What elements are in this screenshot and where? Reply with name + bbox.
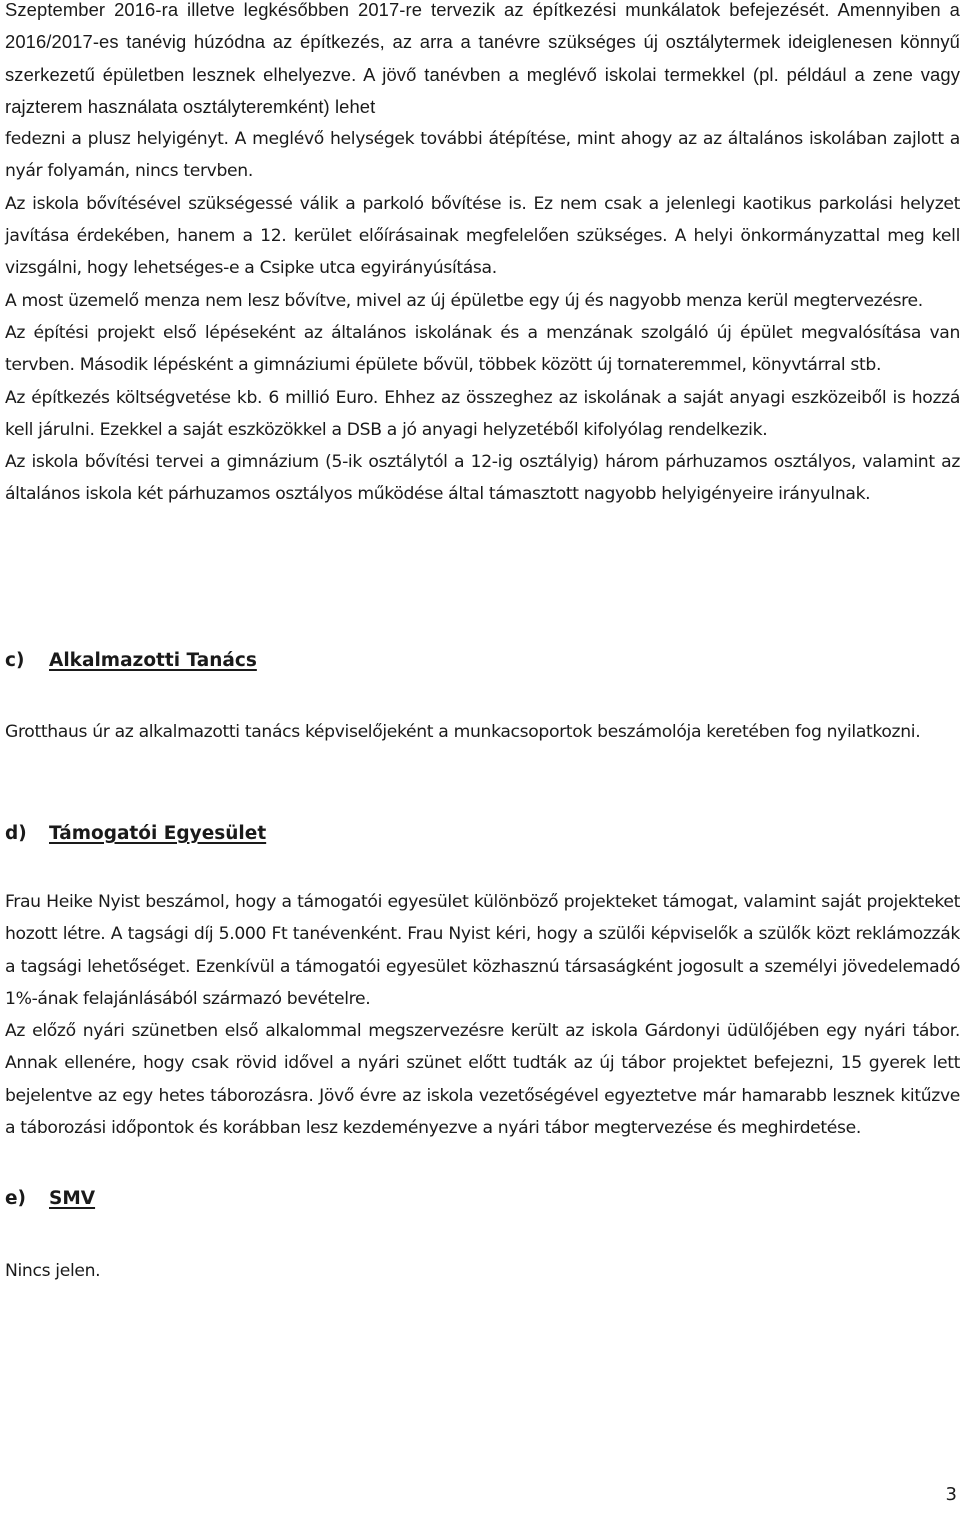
construction-section <box>5 0 960 511</box>
paragraph-construction-timeline: Szeptember 2016-ra illetve legkésőbben 2017-re tervezik az építkezési munkálatok befejezését. Amennyiben a 2016/2017-es tanévig húzódna az építkezés, az arra a tanévre szükséges új osztálytermek ideiglenesen könnyű szerkezetű épületben lesznek elhelyezve. A jövő tanévben a meglévő iskolai termekkel (pl. például a zene vagy rajzterem használata osztályteremként) lehet <box>5 0 960 117</box>
section-title: Alkalmazotti Tanács <box>49 650 257 671</box>
section-title: SMV <box>49 1188 96 1209</box>
paragraph-canteen: A most üzemelő menza nem lesz bővítve, mivel az új épületbe egy új és nagyobb menza kerül megtervezésre. <box>5 290 923 311</box>
section-heading-smv <box>5 1188 95 1209</box>
paragraph-summer-camp: Az előző nyári szünetben első alkalommal megszervezésre került az iskola Gárdonyi üdülőjében egy nyári tábor. Annak ellenére, hogy csak rövid idővel a nyári szünet előtt tudták az új tábor projektet befejezni, 15 gyerek lett bejelentve az egy hetes táborozásra. Jövő évre az iskola vezetőségével egyeztetve már hamarabb lesznek kitűzve a táborozási időpontok és korábban lesz kezdeményezve a nyári tábor megtervezése és meghirdetése. <box>5 1021 960 1139</box>
paragraph-space-needs: fedezni a plusz helyigényt. A meglévő helységek további átépítése, mint ahogy az az általános iskolában zajlott a nyár folyamán, nincs tervben. <box>5 129 960 182</box>
paragraph-smv: Nincs jelen. <box>5 1261 101 1281</box>
paragraph-parking: Az iskola bővítésével szükségessé válik a parkoló bővítése is. Ez nem csak a jelenlegi kaotikus parkolási helyzet javítása érdekében, hanem a 12. kerület előírásainak megfelelően szükséges. A helyi önkormányzattal meg kell vizsgálni, hogy lehetséges-e a Csipke utca egyirányúsítása. <box>5 193 960 279</box>
section-heading-support-association <box>5 823 266 844</box>
paragraph-budget: Az építkezés költségvetése kb. 6 millió Euro. Ehhez az összeghez az iskolának a saját anyagi eszközeiből is hozzá kell járulni. Ezekkel a saját eszközökkel a DSB a jó anyagi helyzetéből kifolyólag rendelkezik. <box>5 387 960 440</box>
section-heading-staff-council <box>5 650 257 671</box>
paragraph-project-steps: Az építési projekt első lépéseként az általános iskolának és a menzának szolgáló új épület megvalósítása van tervben. Második lépésként a gimnáziumi épülete bővül, többek között új tornateremmel, könyvtárral stb. <box>5 322 960 376</box>
section-label: d) <box>5 823 27 844</box>
paragraph-expansion-plans: Az iskola bővítési tervei a gimnázium (5-ik osztálytól a 12-ig osztályig) három párhuzamos osztályos, valamint az általános iskola két párhuzamos osztályos működése által támasztott nagyobb helyigényeire irányulnak. <box>5 452 960 505</box>
paragraph-support-association: Frau Heike Nyist beszámol, hogy a támogatói egyesület különböző projekteket támogat, valamint saját projekteket hozott létre. A tagsági díj 5.000 Ft tanévenként. Frau Nyist kéri, hogy a szülői képviselők a szülők közt reklámozzák a tagsági lehetőséget. Ezenkívül a támogatói egyesület közhasznú társaságként jogosult a személyi jövedelemadó 1%-ának felajánlásából származó bevételre. <box>5 892 960 1009</box>
section-label: c) <box>5 650 25 671</box>
smv-section <box>5 1255 960 1287</box>
support-association-section <box>5 886 960 1144</box>
page-number: 3 <box>945 1484 957 1505</box>
section-title: Támogatói Egyesület <box>49 823 267 844</box>
staff-council-section <box>5 716 960 748</box>
paragraph-staff-council: Grotthaus úr az alkalmazotti tanács képviselőjeként a munkacsoportok beszámolója keretében fog nyilatkozni. <box>5 722 921 742</box>
section-label: e) <box>5 1188 27 1209</box>
